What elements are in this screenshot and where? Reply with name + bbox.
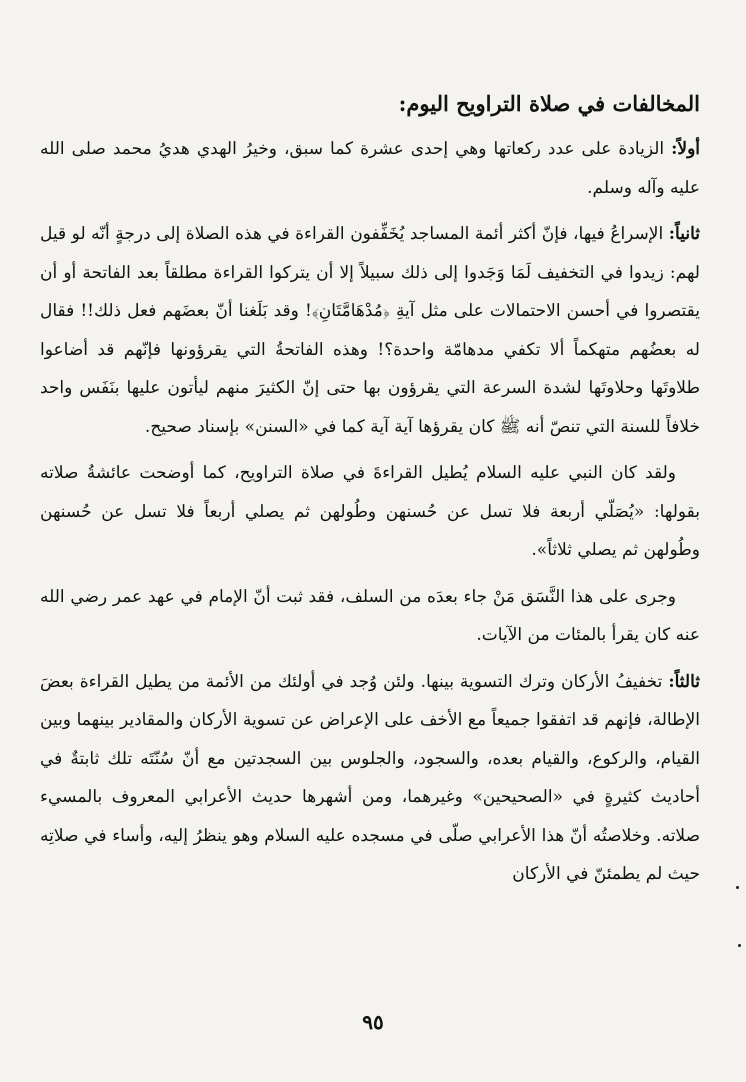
- paragraph-lead: ثالثاً:: [668, 671, 700, 692]
- paragraph-text: الإسراعُ فيها، فإنّ أكثر أئمة المساجد يُخَفِّفون القراءة في هذه الصلاة إلى درجةٍ أنّه لو قيل لهم: زيدوا في التخفيف لَمَا وَجَدوا إلى ذلك سبيلاً إلا أن يتركوا القراءة مطلقاً بعد الفاتحة أو أن يقتصروا في أحسن الاحتمالات على مثل آيةِ ﴿مُدْهَامَّتَانِ﴾! وقد بَلَغنا أنّ بعضَهم فعل ذلك!! فقال له بعضُهم متهكماً ألا تكفي مدهامّة واحدة؟! وهذه الفاتحةُ التي يقرؤونها فإنّهم قد أضاعوا طلاوتَها وحلاوتَها لشدة السرعة التي يقرؤون بها حتى إنّ الكثيرَ منهم ليأتون عليها بنَفَس واحد خلافاً للسنة التي تنصّ أنه ﷺ كان يقرؤها آية آية كما في «السنن» بإسناد صحيح.: [40, 224, 700, 437]
- section-title: المخالفات في صلاة التراويح اليوم:: [398, 91, 700, 116]
- scan-speck: [738, 944, 741, 947]
- paragraph-2: [40, 215, 700, 446]
- paragraph-lead: أولاً:: [671, 139, 700, 159]
- paragraph-4: [40, 578, 700, 655]
- paragraph-text: تخفيفُ الأركان وترك التسوية بينها. ولئن وُجد في أولئك من الأئمة من يطيل القراءة بعضَ الإطالة، فإنهم قد اتفقوا جميعاً مع الأخف على الإعراض عن تسوية الأركان والمقادير بينهما وبين القيام، والركوع، والقيام بعده، والسجود، والجلوس بين السجدتين مع أنّ سُنّتَه تلك ثابتةٌ في أحاديث كثيرةٍ في «الصحيحين» وغيرهما، ومن أشهرها حديث الأعرابي المعروف بالمسيء صلاته. وخلاصتُه أنّ هذا الأعرابي صلّى في مسجده عليه السلام وهو ينظرُ إليه، وأساء في صلاتِه حيث لم يطمئنّ في الأركان: [40, 671, 700, 884]
- paragraph-5: [40, 663, 700, 894]
- paragraph-text: ولقد كان النبي عليه السلام يُطيل القراءةَ في صلاة التراويح، كما أوضحت عائشةُ صلاته بقولها: «يُصَلّي أربعة فلا تسل عن حُسنهن وطُولهن ثم يصلي أربعاً فلا تسل عن حُسنهن وطُولهن ثم يصلي ثلاثاً».: [40, 463, 700, 560]
- paragraph-3: [40, 454, 700, 570]
- scan-speck: [736, 886, 739, 889]
- paragraph-lead: ثانياً:: [668, 224, 700, 244]
- paragraph-1: [40, 130, 700, 207]
- page-number: ٩٥: [362, 1010, 384, 1034]
- paragraph-text: وجرى على هذا النَّسَق مَنْ جاء بعدَه من السلف، فقد ثبت أنّ الإمام في عهد عمر رضي الله عنه كان يقرأ بالمئات من الآيات.: [40, 586, 700, 645]
- paragraph-text: الزيادة على عدد ركعاتها وهي إحدى عشرة كما سبق، وخيرُ الهدي هديُ محمد صلى الله عليه وآله وسلم.: [40, 139, 700, 198]
- text-block: [40, 84, 700, 902]
